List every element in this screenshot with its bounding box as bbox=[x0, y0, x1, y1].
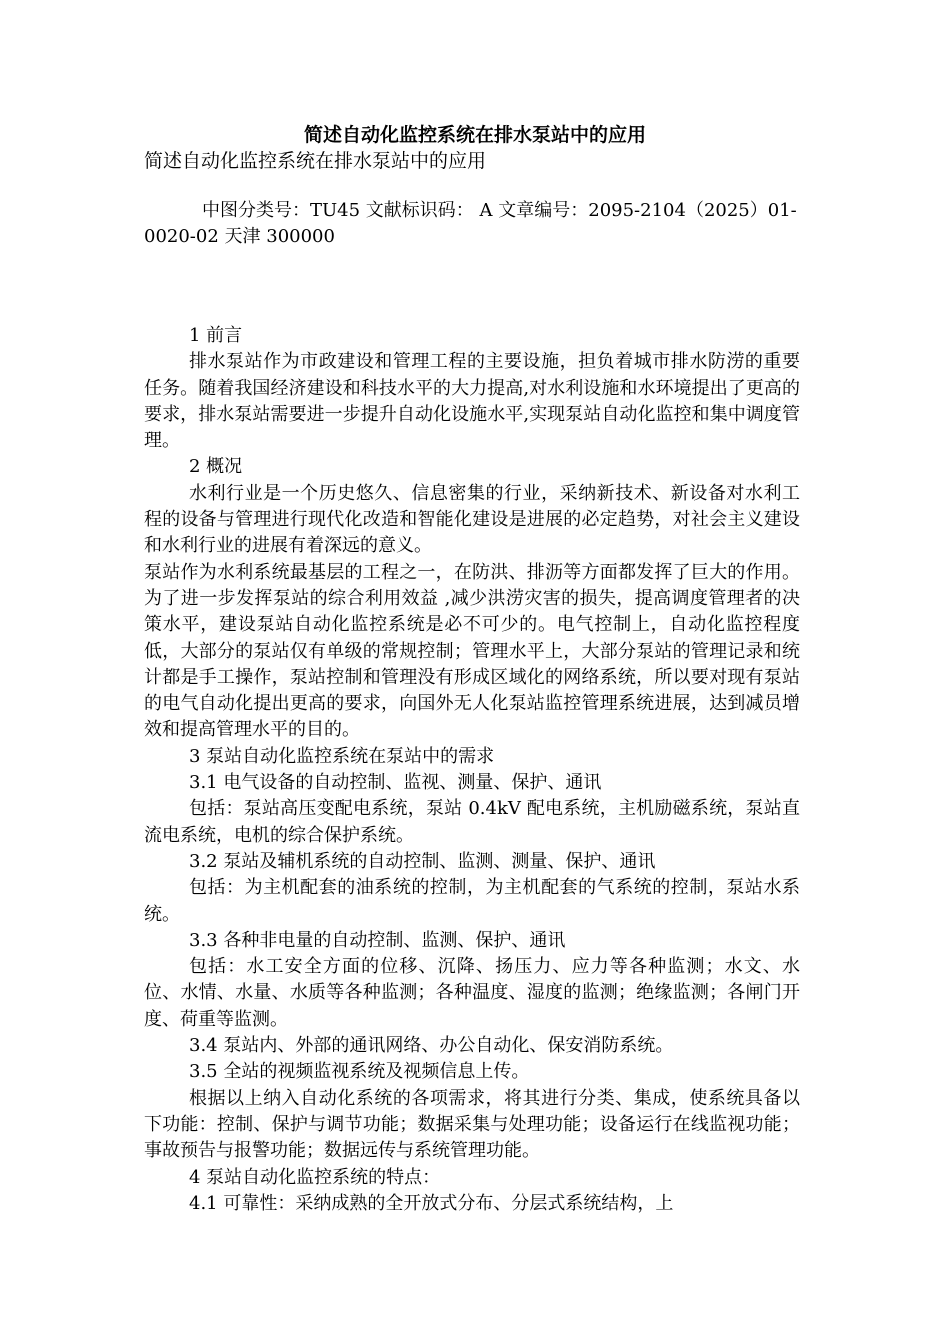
paragraph-3-3: 包括：水工安全方面的位移、沉降、扬压力、应力等各种监测；水文、水位、水情、水量、水质等各种监测；各种温度、湿度的监测；绝缘监测；各闸门开度、荷重等监测。 bbox=[144, 956, 800, 1030]
document-body bbox=[144, 323, 800, 1217]
paragraph-introduction: 排水泵站作为市政建设和管理工程的主要设施，担负着城市排水防涝的重要任务。随着我国经济建设和科技水平的大力提高,对水利设施和水环境提出了更高的要求，排水泵站需要进一步提升自动化设施水平,实现泵站自动化监控和集中调度管理。 bbox=[144, 351, 800, 452]
paragraph-3-1: 包括：泵站高压变配电系统，泵站 0.4kV 配电系统，主机励磁系统，泵站直流电系统，电机的综合保护系统。 bbox=[144, 798, 800, 846]
subheading-3-4: 3.4 泵站内、外部的通讯网络、办公自动化、保安消防系统。 bbox=[189, 1035, 674, 1057]
heading-overview: 2 概况 bbox=[189, 456, 243, 478]
heading-requirements: 3 泵站自动化监控系统在泵站中的需求 bbox=[189, 745, 495, 767]
classification-info: 中图分类号：TU45 文献标识码： A 文章编号：2095-2104（2025）01-0020-02 天津 300000 bbox=[144, 200, 797, 247]
document-title: 简述自动化监控系统在排水泵站中的应用 bbox=[303, 124, 646, 146]
heading-introduction: 1 前言 bbox=[189, 325, 243, 346]
paragraph-overview-2: 泵站作为水利系统最基层的工程之一，在防洪、排沥等方面都发挥了巨大的作用。为了进一步发挥泵站的综合利用效益 ,减少洪涝灾害的损失，提高调度管理者的决策水平，建设泵站自动化监控系统是必不可少的。电气控制上，自动化监控程度低，大部分的泵站仅有单级的常规控制；管理水平上，大部分泵站的管理记录和统计都是手工操作，泵站控制和管理没有形成区域化的网络系统，所以要对现有泵站的电气自动化提出更高的要求，向国外无人化泵站监控管理系统进展，达到减员增效和提高管理水平的目的。 bbox=[144, 561, 800, 741]
paragraph-functions: 根据以上纳入自动化系统的各项需求，将其进行分类、集成，使系统具备以下功能：控制、保护与调节功能；数据采集与处理功能；设备运行在线监视功能；事故预告与报警功能；数据远传与系统管理功能。 bbox=[144, 1087, 800, 1162]
subheading-4-1: 4.1 可靠性：采纳成熟的全开放式分布、分层式系统结构，上 bbox=[189, 1192, 674, 1214]
subheading-3-1: 3.1 电气设备的自动控制、监视、测量、保护、通讯 bbox=[189, 772, 602, 794]
document-subtitle: 简述自动化监控系统在排水泵站中的应用 bbox=[144, 150, 487, 172]
heading-features: 4 泵站自动化监控系统的特点： bbox=[189, 1166, 441, 1188]
subheading-3-3: 3.3 各种非电量的自动控制、监测、保护、通讯 bbox=[189, 929, 566, 951]
subheading-3-2: 3.2 泵站及辅机系统的自动控制、监测、测量、保护、通讯 bbox=[189, 850, 656, 872]
paragraph-3-2: 包括：为主机配套的油系统的控制，为主机配套的气系统的控制，泵站水系统。 bbox=[144, 877, 800, 925]
paragraph-overview-1: 水利行业是一个历史悠久、信息密集的行业，采纳新技术、新设备对水利工程的设备与管理进行现代化改造和智能化建设是进展的必定趋势，对社会主义建设和水利行业的进展有着深远的意义。 bbox=[144, 482, 800, 557]
subheading-3-5: 3.5 全站的视频监视系统及视频信息上传。 bbox=[189, 1061, 530, 1083]
